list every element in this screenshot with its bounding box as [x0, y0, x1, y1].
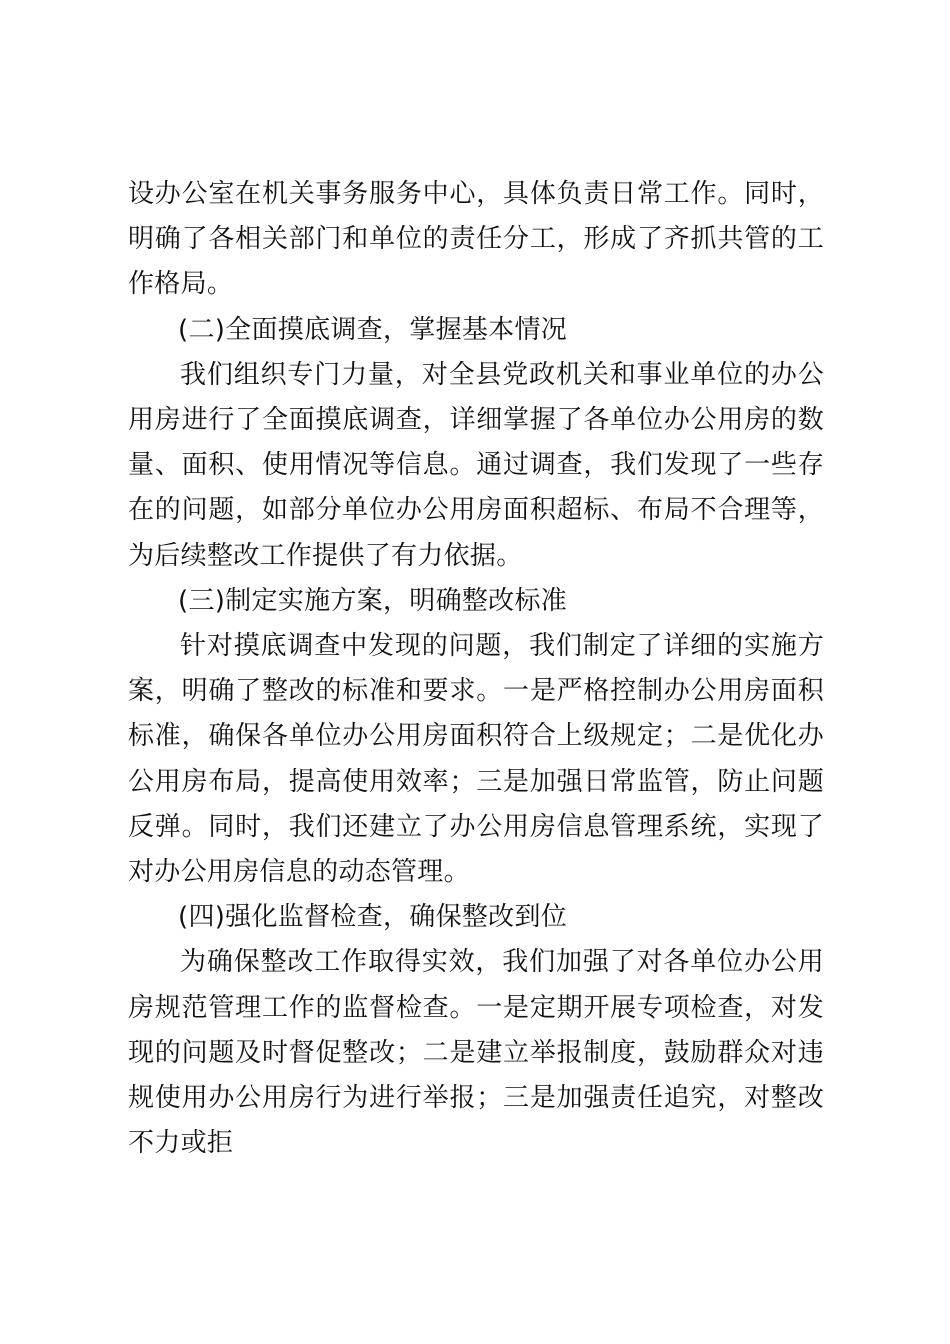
section-heading-3: (三)制定实施方案，明确整改标准 [178, 585, 568, 616]
section-heading-4: (四)强化监督检查，确保整改到位 [178, 902, 568, 933]
section-heading-2: (二)全面摸底调查，掌握基本情况 [178, 314, 568, 345]
paragraph-plan: 针对摸底调查中发现的问题，我们制定了详细的实施方案，明确了整改的标准和要求。一是严格控制办公用房面积标准，确保各单位办公用房面积符合上级规定；二是优化办公用房布局，提高使用效率；三是加强日常监管，防止问题反弹。同时，我们还建立了办公用房信息管理系统，实现了对办公用房信息的动态管理。 [128, 631, 824, 888]
paragraph-continuation: 设办公室在机关事务服务中心，具体负责日常工作。同时，明确了各相关部门和单位的责任分工，形成了齐抓共管的工作格局。 [128, 179, 824, 300]
document-body [128, 172, 824, 1166]
paragraph-survey: 我们组织专门力量，对全县党政机关和事业单位的办公用房进行了全面摸底调查，详细掌握了各单位办公用房的数量、面积、使用情况等信息。通过调查，我们发现了一些存在的问题，如部分单位办公用房面积超标、布局不合理等，为后续整改工作提供了有力依据。 [128, 359, 824, 571]
paragraph-supervision: 为确保整改工作取得实效，我们加强了对各单位办公用房规范管理工作的监督检查。一是定期开展专项检查，对发现的问题及时督促整改；二是建立举报制度，鼓励群众对违规使用办公用房行为进行举报；三是加强责任追究，对整改不力或拒 [128, 947, 824, 1159]
